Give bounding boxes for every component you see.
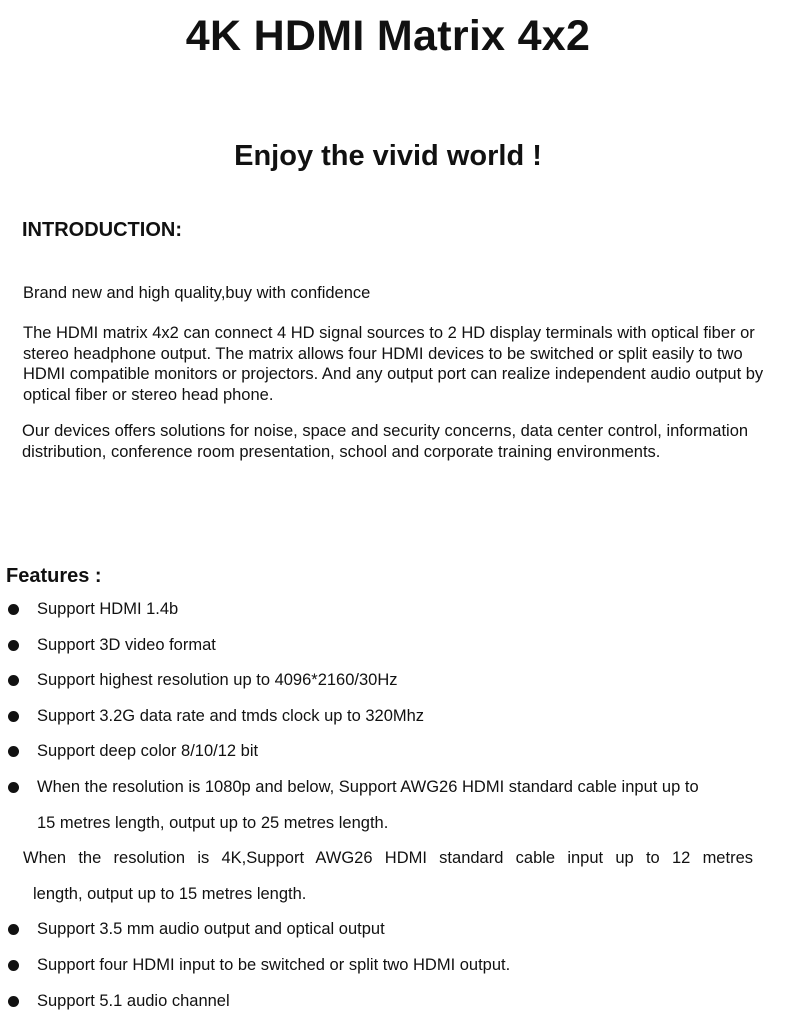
feature-text: Support four HDMI input to be switched or split two HDMI output. [37,955,511,974]
feature-note-line-1: When the resolution is 4K,Support AWG26 HDMI standard cable input up to 12 metres [23,849,753,868]
feature-text: Support HDMI 1.4b [37,600,179,618]
feature-item [0,734,800,770]
feature-text: Support 3.2G data rate and tmds clock up to 320Mhz [37,706,425,725]
intro-paragraph-2: The HDMI matrix 4x2 can connect 4 HD signal sources to 2 HD display terminals with optical fiber or stereo headphone output. The matrix allows four HDMI devices to be switched or split easily to two HDMI compatible monitors or projectors. And any output port can realize independent audio output by optical fiber or stereo head phone. [23,324,764,404]
feature-text: Support 3.5 mm audio output and optical output [37,920,385,939]
bullet-icon [8,640,19,651]
bullet-icon [8,996,19,1007]
bullet-icon [8,746,19,757]
page-title: 4K HDMI Matrix 4x2 [185,12,591,60]
feature-note-line-2: length, output up to 15 metres length. [33,884,307,903]
features-heading: Features : [6,565,102,587]
feature-item [0,770,800,806]
bullet-icon [8,711,19,722]
feature-text: Support highest resolution up to 4096*2160/30Hz [37,671,398,690]
feature-item [0,663,800,699]
feature-text: Support 5.1 audio channel [37,991,230,1010]
page-subtitle: Enjoy the vivid world ! [234,140,542,172]
feature-item [0,984,800,1019]
feature-item [0,948,800,984]
intro-paragraph-3: Our devices offers solutions for noise, space and security concerns, data center control, information distribution, conference room presentation, school and corporate training environments. [22,422,749,461]
feature-item [0,628,800,664]
introduction-heading: INTRODUCTION: [22,219,182,241]
bullet-icon [8,960,19,971]
feature-item [0,699,800,735]
bullet-icon [8,675,19,686]
bullet-icon [8,604,19,615]
feature-text: When the resolution is 1080p and below, Support AWG26 HDMI standard cable input up to [37,777,699,796]
bullet-icon [8,924,19,935]
intro-paragraph-1: Brand new and high quality,buy with confidence [23,284,371,302]
feature-text: Support deep color 8/10/12 bit [37,742,259,761]
feature-text: Support 3D video format [37,635,216,654]
bullet-icon [8,782,19,793]
feature-continuation [0,806,800,842]
features-list [0,592,800,1019]
feature-note-continuation [0,877,800,913]
feature-item [0,592,800,628]
feature-note [0,841,800,877]
feature-item [0,912,800,948]
feature-continuation-text: 15 metres length, output up to 25 metres length. [37,813,389,832]
